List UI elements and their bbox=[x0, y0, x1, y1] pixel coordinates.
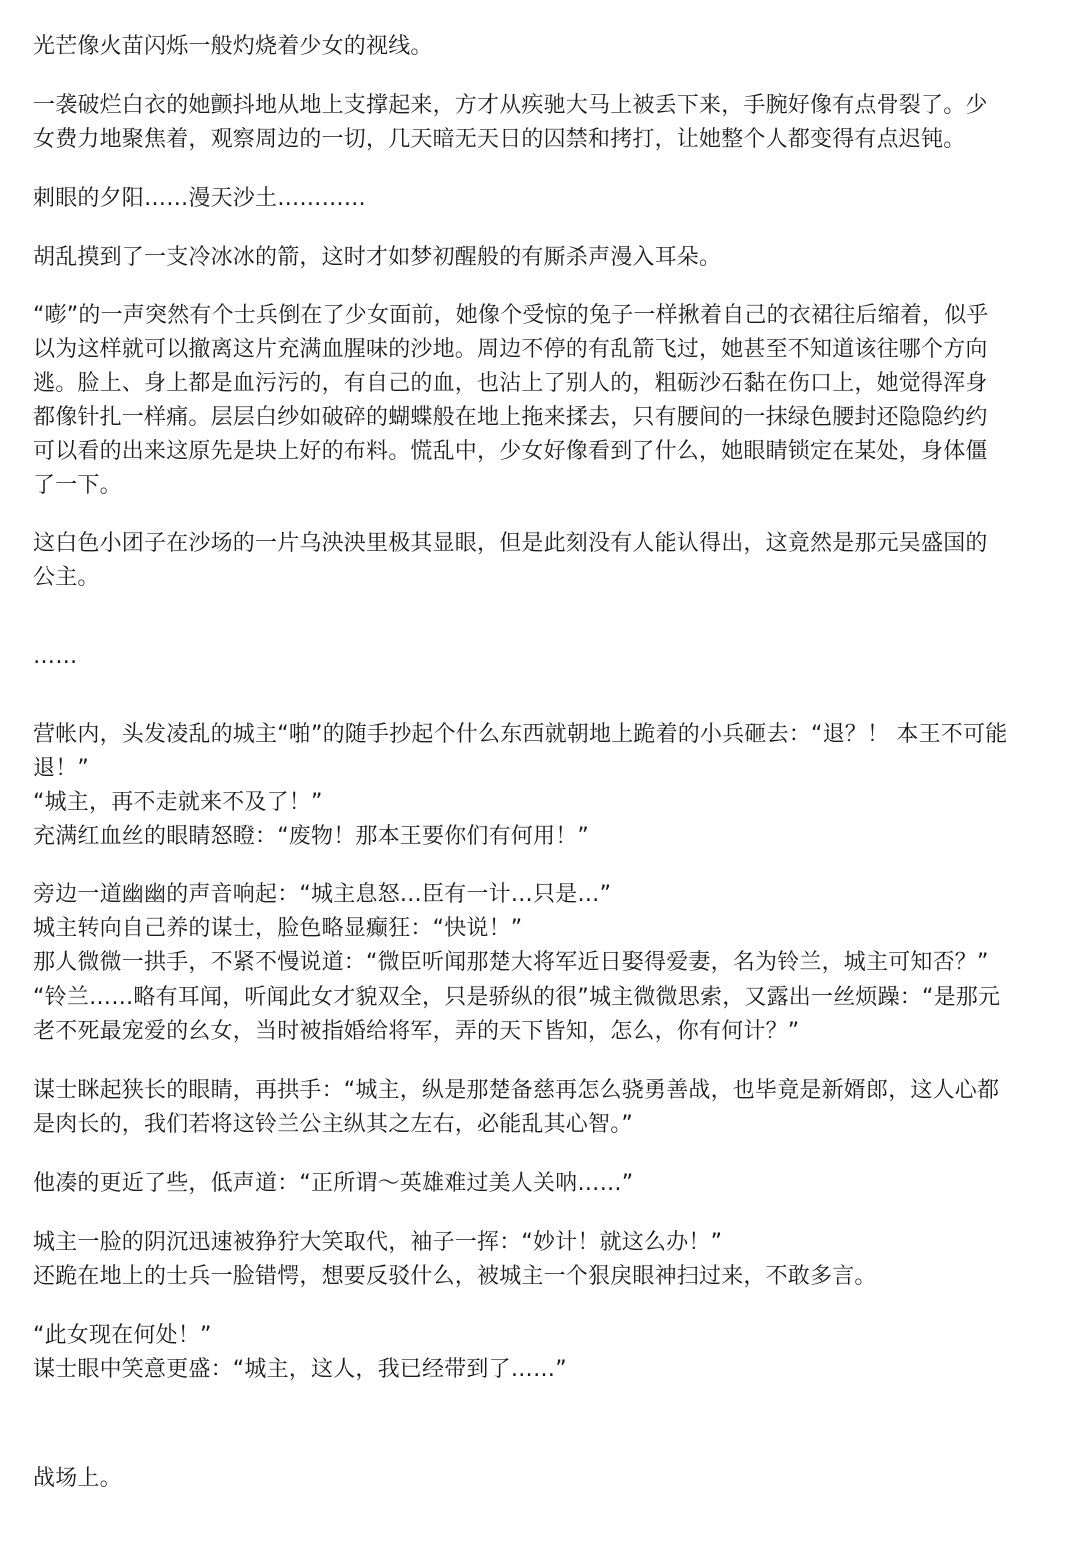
text-line: 城主转向自己养的谋士，脸色略显癫狂：“快说！” bbox=[33, 916, 523, 941]
text-line: 了一下。 bbox=[33, 473, 122, 498]
text-line: 退！” bbox=[33, 756, 89, 781]
ellipsis-separator: …… bbox=[33, 644, 78, 669]
text-line: 胡乱摸到了一支冷冰冰的箭，这时才如梦初醒般的有厮杀声漫入耳朵。 bbox=[33, 245, 722, 270]
text-line: 逃。脸上、身上都是血污污的，有自己的血，也沾上了别人的，粗砺沙石黏在伤口上，她觉得浑身 bbox=[33, 371, 988, 396]
text-line: 是肉长的，我们若将这铃兰公主纵其之左右，必能乱其心智。” bbox=[33, 1112, 633, 1137]
text-line: 他凑的更近了些，低声道：“正所谓～英雄难过美人关呐……” bbox=[33, 1171, 634, 1196]
text-line: 公主。 bbox=[33, 565, 100, 590]
text-line: 这白色小团子在沙场的一片乌泱泱里极其显眼，但是此刻没有人能认得出，这竟然是那元吴盛国的 bbox=[33, 531, 988, 556]
text-line: 谋士眼中笑意更盛：“城主，这人，我已经带到了……” bbox=[33, 1357, 567, 1382]
text-line: 还跪在地上的士兵一脸错愕，想要反驳什么，被城主一个狠戾眼神扫过来，不敢多言。 bbox=[33, 1264, 877, 1289]
text-line: 都像针扎一样痛。层层白纱如破碎的蝴蝶般在地上拖来揉去，只有腰间的一抹绿色腰封还隐隐约约 bbox=[33, 405, 988, 430]
text-line: 可以看的出来这原先是块上好的布料。慌乱中，少女好像看到了什么，她眼睛锁定在某处，身体僵 bbox=[33, 439, 988, 464]
text-line: 刺眼的夕阳……漫天沙土………… bbox=[33, 186, 367, 211]
text-line: 旁边一道幽幽的声音响起：“城主息怒…臣有一计…只是…” bbox=[33, 882, 612, 907]
text-line: “此女现在何处！” bbox=[33, 1323, 212, 1348]
text-line: 营帐内，头发凌乱的城主“啪”的随手抄起个什么东西就朝地上跪着的小兵砸去：“退？！ 本王不可能 bbox=[33, 722, 1008, 747]
text-line: 充满红血丝的眼睛怒瞪：“废物！那本王要你们有何用！” bbox=[33, 824, 589, 849]
text-line: 那人微微一拱手，不紧不慢说道：“微臣听闻那楚大将军近日娶得爱妻，名为铃兰，城主可知否？” bbox=[33, 950, 989, 975]
text-line: 光芒像火苗闪烁一般灼烧着少女的视线。 bbox=[33, 34, 433, 59]
text-line: 谋士眯起狭长的眼睛，再拱手：“城主，纵是那楚备慈再怎么骁勇善战，也毕竟是新婿郎，这人心都 bbox=[33, 1078, 1000, 1103]
text-line: 老不死最宠爱的幺女，当时被指婚给将军，弄的天下皆知，怎么，你有何计？” bbox=[33, 1019, 800, 1044]
text-line: “嘭”的一声突然有个士兵倒在了少女面前，她像个受惊的兔子一样揪着自己的衣裙往后缩着，似乎 bbox=[33, 303, 989, 328]
text-line: 战场上。 bbox=[33, 1466, 122, 1491]
text-line: “城主，再不走就来不及了！” bbox=[33, 790, 323, 815]
text-line: 女费力地聚焦着，观察周边的一切，几天暗无天日的囚禁和拷打，让她整个人都变得有点迟钝。 bbox=[33, 127, 966, 152]
text-line: “铃兰……略有耳闻，听闻此女才貌双全，只是骄纵的很”城主微微思索，又露出一丝烦躁：“是那元 bbox=[33, 985, 1001, 1010]
text-line: 一袭破烂白衣的她颤抖地从地上支撑起来，方才从疾驰大马上被丢下来，手腕好像有点骨裂了。少 bbox=[33, 93, 988, 118]
text-line: 以为这样就可以撤离这片充满血腥味的沙地。周边不停的有乱箭飞过，她甚至不知道该往哪个方向 bbox=[33, 337, 988, 362]
text-line: 城主一脸的阴沉迅速被狰狞大笑取代，袖子一挥：“妙计！就这么办！” bbox=[33, 1230, 723, 1255]
